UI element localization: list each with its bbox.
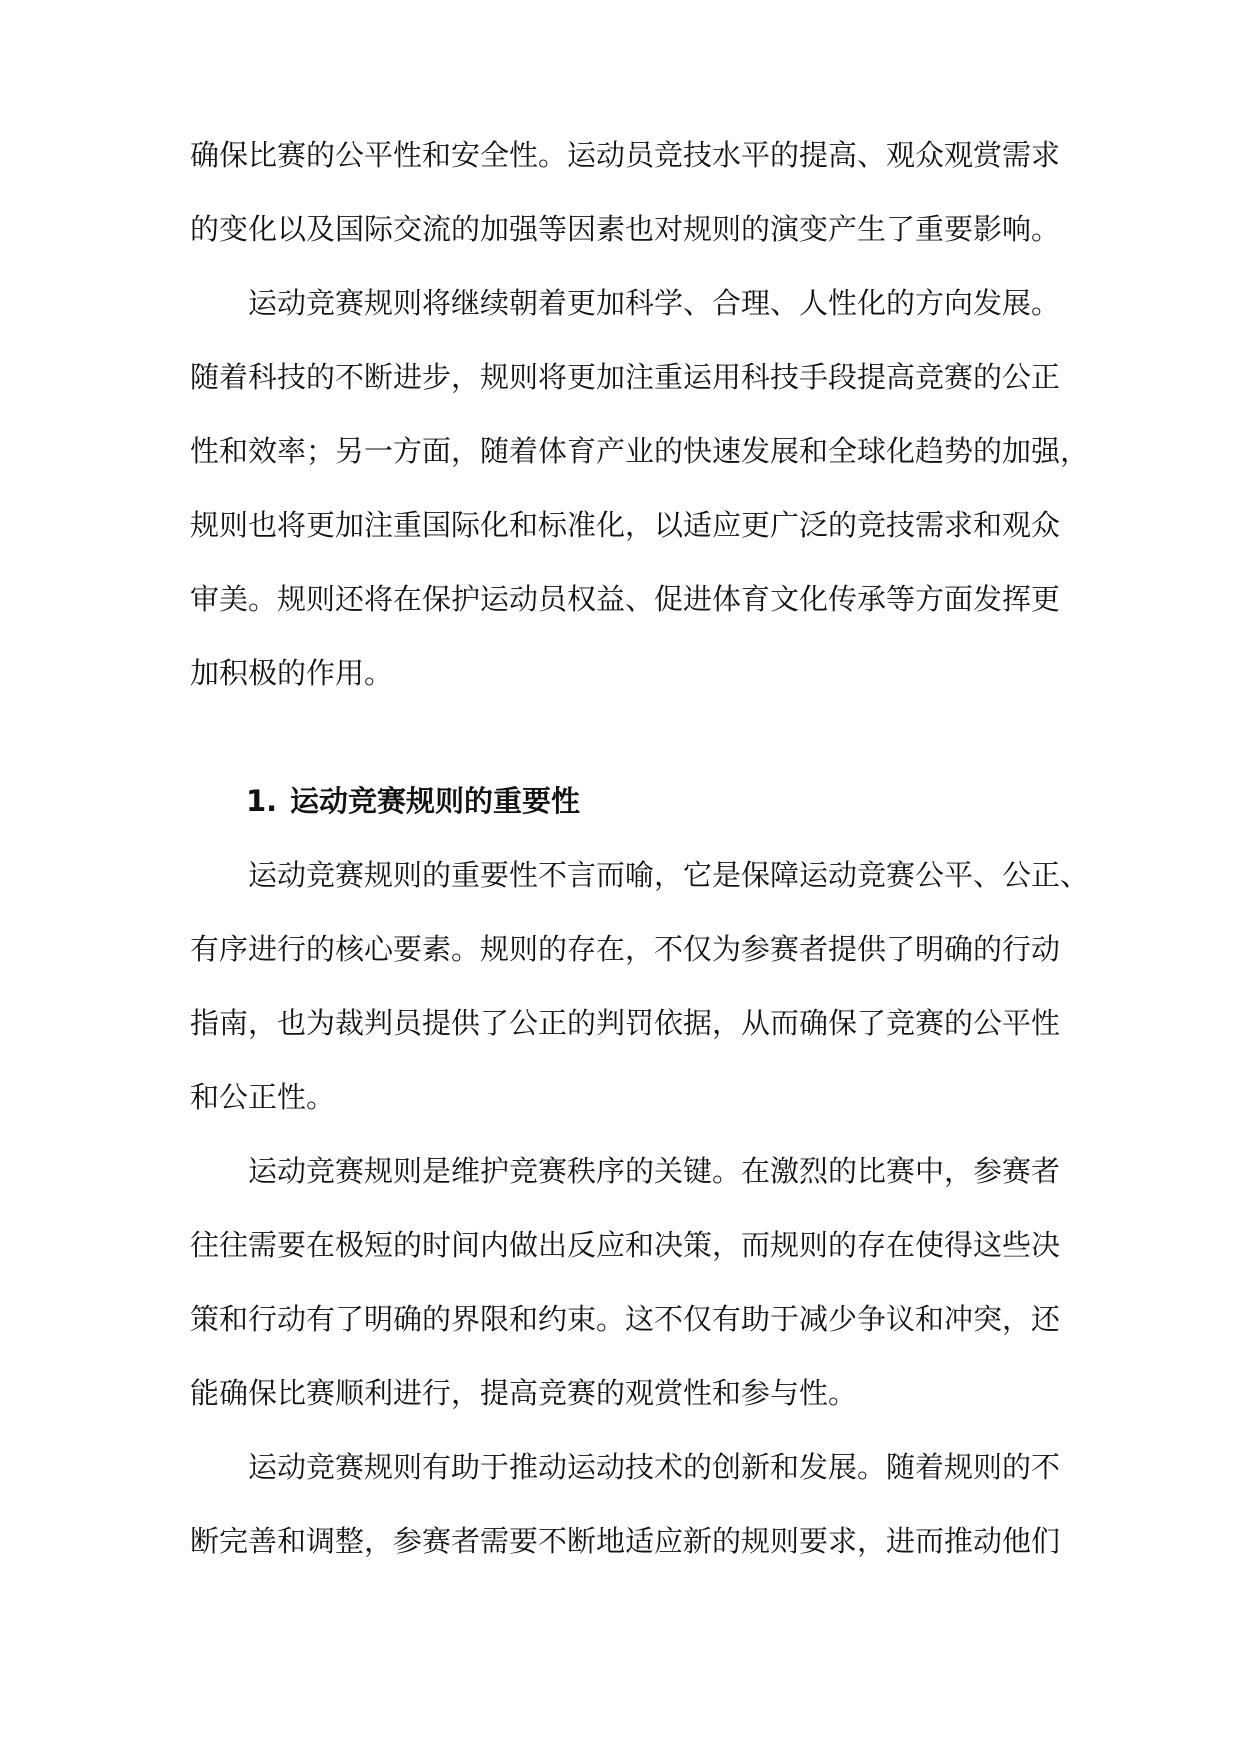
- text-line: 能确保比赛顺利进行，提高竞赛的观赏性和参与性。: [190, 1376, 858, 1410]
- text-line: 审美。规则还将在保护运动员权益、促进体育文化传承等方面发挥更: [190, 582, 1061, 616]
- text-line: 指南，也为裁判员提供了公正的判罚依据，从而确保了竞赛的公平性: [190, 1006, 1061, 1040]
- text-line: 性和效率；另一方面，随着体育产业的快速发展和全球化趋势的加强，: [190, 434, 1090, 468]
- text-line: 加积极的作用。: [190, 656, 394, 690]
- paragraph-first-line: 运动竞赛规则是维护竞赛秩序的关键。在激烈的比赛中，参赛者: [248, 1154, 1061, 1188]
- text-line: 和公正性。: [190, 1080, 336, 1114]
- section-title: 运动竞赛规则的重要性: [290, 784, 581, 818]
- text-line: 随着科技的不断进步，规则将更加注重运用科技手段提高竞赛的公正: [190, 360, 1061, 394]
- text-line: 往往需要在极短的时间内做出反应和决策，而规则的存在使得这些决: [190, 1228, 1061, 1262]
- text-line: 策和行动有了明确的界限和约束。这不仅有助于减少争议和冲突，还: [190, 1302, 1061, 1336]
- text-line: 断完善和调整，参赛者需要不断地适应新的规则要求，进而推动他们: [190, 1524, 1061, 1558]
- text-line: 的变化以及国际交流的加强等因素也对规则的演变产生了重要影响。: [190, 212, 1061, 246]
- text-line: 确保比赛的公平性和安全性。运动员竞技水平的提高、观众观赏需求: [190, 138, 1061, 172]
- paragraph-first-line: 运动竞赛规则将继续朝着更加科学、合理、人性化的方向发展。: [248, 286, 1061, 320]
- section-number: 1.: [246, 784, 278, 818]
- paragraph-first-line: 运动竞赛规则有助于推动运动技术的创新和发展。随着规则的不: [248, 1450, 1061, 1484]
- paragraph-first-line: 运动竞赛规则的重要性不言而喻，它是保障运动竞赛公平、公正、: [248, 858, 1090, 892]
- section-heading: [246, 764, 580, 838]
- text-line: 规则也将更加注重国际化和标准化，以适应更广泛的竞技需求和观众: [190, 508, 1061, 542]
- text-line: 有序进行的核心要素。规则的存在，不仅为参赛者提供了明确的行动: [190, 932, 1061, 966]
